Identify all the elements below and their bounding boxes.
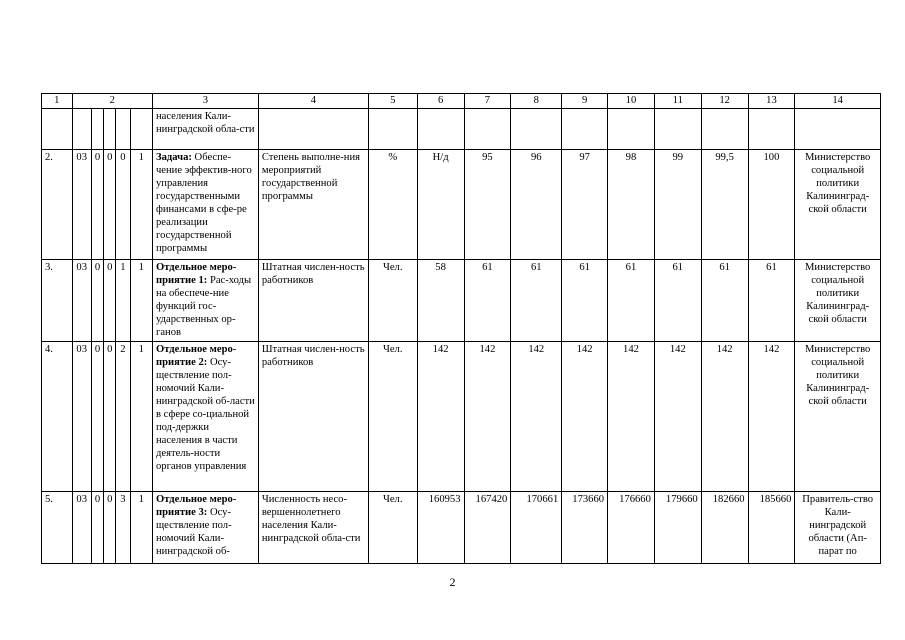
event-title-cell xyxy=(152,150,258,260)
event-title-bold: Задача: xyxy=(155,152,192,163)
value-cell: 61 xyxy=(701,260,748,342)
event-title-bold: Отдельное меро-приятие 3: xyxy=(155,494,237,518)
page-number: 2 xyxy=(449,575,456,589)
code-cell: 0 xyxy=(104,342,116,492)
value-cell: 142 xyxy=(511,342,562,492)
header-cell: 3 xyxy=(152,94,258,109)
header-cell: 12 xyxy=(701,94,748,109)
value-cell: 170661 xyxy=(511,492,562,564)
code-cell: 0 xyxy=(104,492,116,564)
value-cell: 61 xyxy=(608,260,655,342)
code-cell: 1 xyxy=(130,260,152,342)
table-row xyxy=(42,342,881,492)
header-cell: 1 xyxy=(42,94,73,109)
document-table xyxy=(41,93,881,564)
value-cell: 142 xyxy=(417,342,464,492)
unit-cell: Чел. xyxy=(368,492,417,564)
code-cell: 2 xyxy=(116,342,130,492)
table-row xyxy=(42,150,881,260)
event-title-text: Осу-ществление пол-номочий Кали-нинградской об-ласти в сфере со-циальной под-держки населения в части деятель-ности органов управления xyxy=(155,357,255,472)
event-title-text: Обеспе-чение эффектив-ного управления государственными финансами в сфе-ре реализации государственной программы xyxy=(155,152,252,254)
event-title-cell xyxy=(152,492,258,564)
code-cell: 03 xyxy=(72,492,91,564)
row-number: 3. xyxy=(42,260,73,342)
value-cell: 58 xyxy=(417,260,464,342)
value-cell: 142 xyxy=(608,342,655,492)
value-cell: 142 xyxy=(654,342,701,492)
header-cell: 7 xyxy=(464,94,511,109)
responsible-cell: Министерство социальной политики Калининград-ской области xyxy=(795,342,881,492)
value-cell: 142 xyxy=(562,342,608,492)
header-cell: 6 xyxy=(417,94,464,109)
code-cell: 0 xyxy=(91,150,103,260)
code-cell: 03 xyxy=(72,150,91,260)
code-cell: 0 xyxy=(104,260,116,342)
indicator-cell: Степень выполне-ния мероприятий государственной программы xyxy=(258,150,368,260)
table-row xyxy=(42,260,881,342)
value-cell: 61 xyxy=(654,260,701,342)
code-cell: 1 xyxy=(130,150,152,260)
header-cell: 10 xyxy=(608,94,655,109)
header-cell: 9 xyxy=(562,94,608,109)
value-cell: 61 xyxy=(562,260,608,342)
row-number: 4. xyxy=(42,342,73,492)
value-cell: 98 xyxy=(608,150,655,260)
responsible-cell: Министерство социальной политики Калининград-ской области xyxy=(795,150,881,260)
code-cell: 1 xyxy=(116,260,130,342)
code-cell: 1 xyxy=(130,342,152,492)
code-cell: 0 xyxy=(91,342,103,492)
value-cell: 96 xyxy=(511,150,562,260)
header-cell: 2 xyxy=(72,94,152,109)
value-cell: 176660 xyxy=(608,492,655,564)
table-row xyxy=(42,492,881,564)
value-cell: 99 xyxy=(654,150,701,260)
code-cell: 03 xyxy=(72,260,91,342)
unit-cell: Чел. xyxy=(368,342,417,492)
code-cell: 0 xyxy=(116,150,130,260)
value-cell: Н/д xyxy=(417,150,464,260)
code-cell: 1 xyxy=(130,492,152,564)
value-cell: 61 xyxy=(511,260,562,342)
row-number: 5. xyxy=(42,492,73,564)
table-row-continuation xyxy=(42,109,881,150)
indicator-cell: Штатная числен-ность работников xyxy=(258,342,368,492)
indicator-cell: Штатная числен-ность работников xyxy=(258,260,368,342)
value-cell: 167420 xyxy=(464,492,511,564)
value-cell: 160953 xyxy=(417,492,464,564)
value-cell: 182660 xyxy=(701,492,748,564)
header-cell: 11 xyxy=(654,94,701,109)
value-cell: 185660 xyxy=(748,492,795,564)
code-cell: 0 xyxy=(91,260,103,342)
value-cell: 61 xyxy=(748,260,795,342)
event-title-cell xyxy=(152,260,258,342)
value-cell: 173660 xyxy=(562,492,608,564)
unit-cell: % xyxy=(368,150,417,260)
header-cell: 5 xyxy=(368,94,417,109)
event-title-bold: Отдельное меро-приятие 1: xyxy=(155,262,237,286)
unit-cell: Чел. xyxy=(368,260,417,342)
value-cell: 99,5 xyxy=(701,150,748,260)
value-cell: 95 xyxy=(464,150,511,260)
value-cell: 100 xyxy=(748,150,795,260)
header-cell: 14 xyxy=(795,94,881,109)
row-number: 2. xyxy=(42,150,73,260)
value-cell: 179660 xyxy=(654,492,701,564)
responsible-cell: Министерство социальной политики Калининград-ской области xyxy=(795,260,881,342)
code-cell: 0 xyxy=(104,150,116,260)
header-cell: 8 xyxy=(511,94,562,109)
header-row xyxy=(42,94,881,109)
value-cell: 97 xyxy=(562,150,608,260)
event-title-bold: Отдельное меро-приятие 2: xyxy=(155,344,237,368)
code-cell: 3 xyxy=(116,492,130,564)
code-cell: 0 xyxy=(91,492,103,564)
event-title-cell: населения Кали-нинградской обла-сти xyxy=(152,109,258,150)
header-cell: 4 xyxy=(258,94,368,109)
indicator-cell: Численность несо-вершеннолетнего населения Кали-нинградской обла-сти xyxy=(258,492,368,564)
header-cell: 13 xyxy=(748,94,795,109)
value-cell: 142 xyxy=(701,342,748,492)
value-cell: 142 xyxy=(748,342,795,492)
responsible-cell: Правитель-ство Кали-нинградской области (Ап-парат по xyxy=(795,492,881,564)
event-title-text: Осу-ществление пол-номочий Кали-нинградской об- xyxy=(155,507,232,557)
value-cell: 61 xyxy=(464,260,511,342)
code-cell: 03 xyxy=(72,342,91,492)
event-title-cell xyxy=(152,342,258,492)
value-cell: 142 xyxy=(464,342,511,492)
event-title-text: Рас-ходы на обеспече-ние функций гос-ударственных ор-ганов xyxy=(155,275,252,338)
